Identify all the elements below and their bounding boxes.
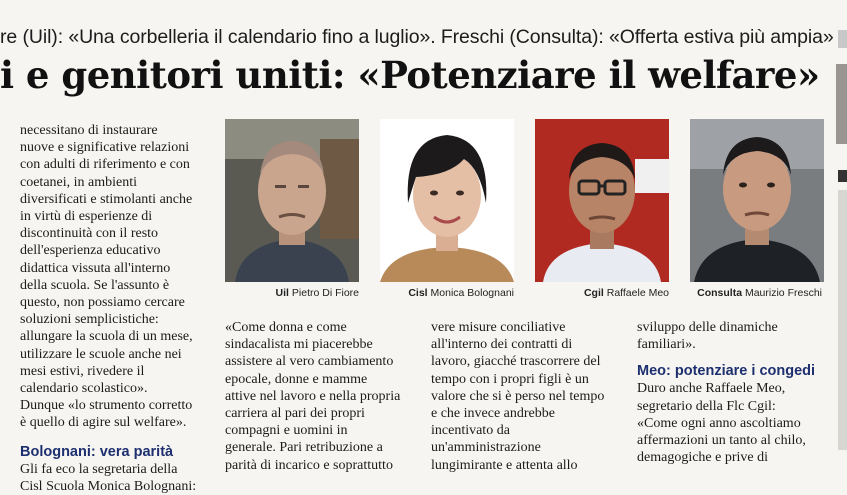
column-4 [637,319,827,466]
caption-name: Pietro Di Fiore [291,287,359,299]
column-1-paragraph: necessitano di instaurare nuove e significative relazioni con adulti di riferimento e con coetanei, in ambienti diversificati e stimolanti anche in virtù di esperienze di discontinuità con il resto dell'esperienza educativo didattica vissuta all'interno della scuola. Se l'assunto è questo, non possiamo cercare soluzioni semplicistiche: allungare la scuola di un mese, utilizzare le scuole anche nei mesi estivi, rivedere il calendario scolastico». Dunque «lo strumento corretto è quello di agire sul welfare». [20,123,193,431]
column-2 [225,319,415,474]
caption-org: Cgil [583,287,604,299]
caption-org: Cisl [408,287,428,299]
caption-org: Consulta [697,287,743,299]
portrait-photo-consulta [690,119,824,282]
portrait-photo-cgil [535,119,669,282]
column-3-paragraph: vere misure conciliative all'interno dei contratti di lavoro, giacché trascorrere del tempo con i propri figli è un valore che si è perso nel tempo e che invece andrebbe incentivato da un'amministrazione lungimirante e attenta allo [431,320,605,473]
caption-name: Monica Bolognani [430,287,514,299]
portrait-photo-cisl [380,119,514,282]
photo-caption-consulta [690,287,822,299]
column-3 [431,319,621,474]
caption-name: Maurizio Freschi [744,287,822,299]
kicker: re (Uil): «Una corbelleria il calendario fino a luglio». Freschi (Consulta): «Offerta estiva più ampia» [0,26,834,48]
portrait-photo-uil [225,119,359,282]
photo-caption-cgil [535,287,669,299]
caption-name: Raffaele Meo [606,287,669,299]
photo-caption-cisl [380,287,514,299]
column-4-paragraph-2: Duro anche Raffaele Meo, segretario della Flc Cgil: «Come ogni anno ascoltiamo affermazioni un tanto al chilo, demagogiche e prive di [637,381,806,466]
headline: i e genitori uniti: «Potenziare il welfare» [0,53,820,97]
column-4-subhead: Meo: potenziare i congedi [637,363,816,380]
column-1-paragraph-2: Gli fa eco la segretaria della Cisl Scuola Monica Bolognani: [20,461,197,494]
caption-org: Uil [275,287,289,299]
adjacent-article-edge [832,0,847,477]
column-4-paragraph: sviluppo delle dinamiche familiari». [637,320,778,353]
photo-caption-uil [225,287,359,299]
column-2-paragraph: «Come donna e come sindacalista mi piacerebbe assistere al vero cambiamento epocale, donne e mamme attive nel lavoro e nella propria carriera al pari dei propri compagni e uomini in generale. Pari retribuzione a parità di incarico e soprattutto [225,320,401,473]
column-1-subhead: Bolognani: vera parità [20,443,174,460]
column-1 [20,122,206,495]
